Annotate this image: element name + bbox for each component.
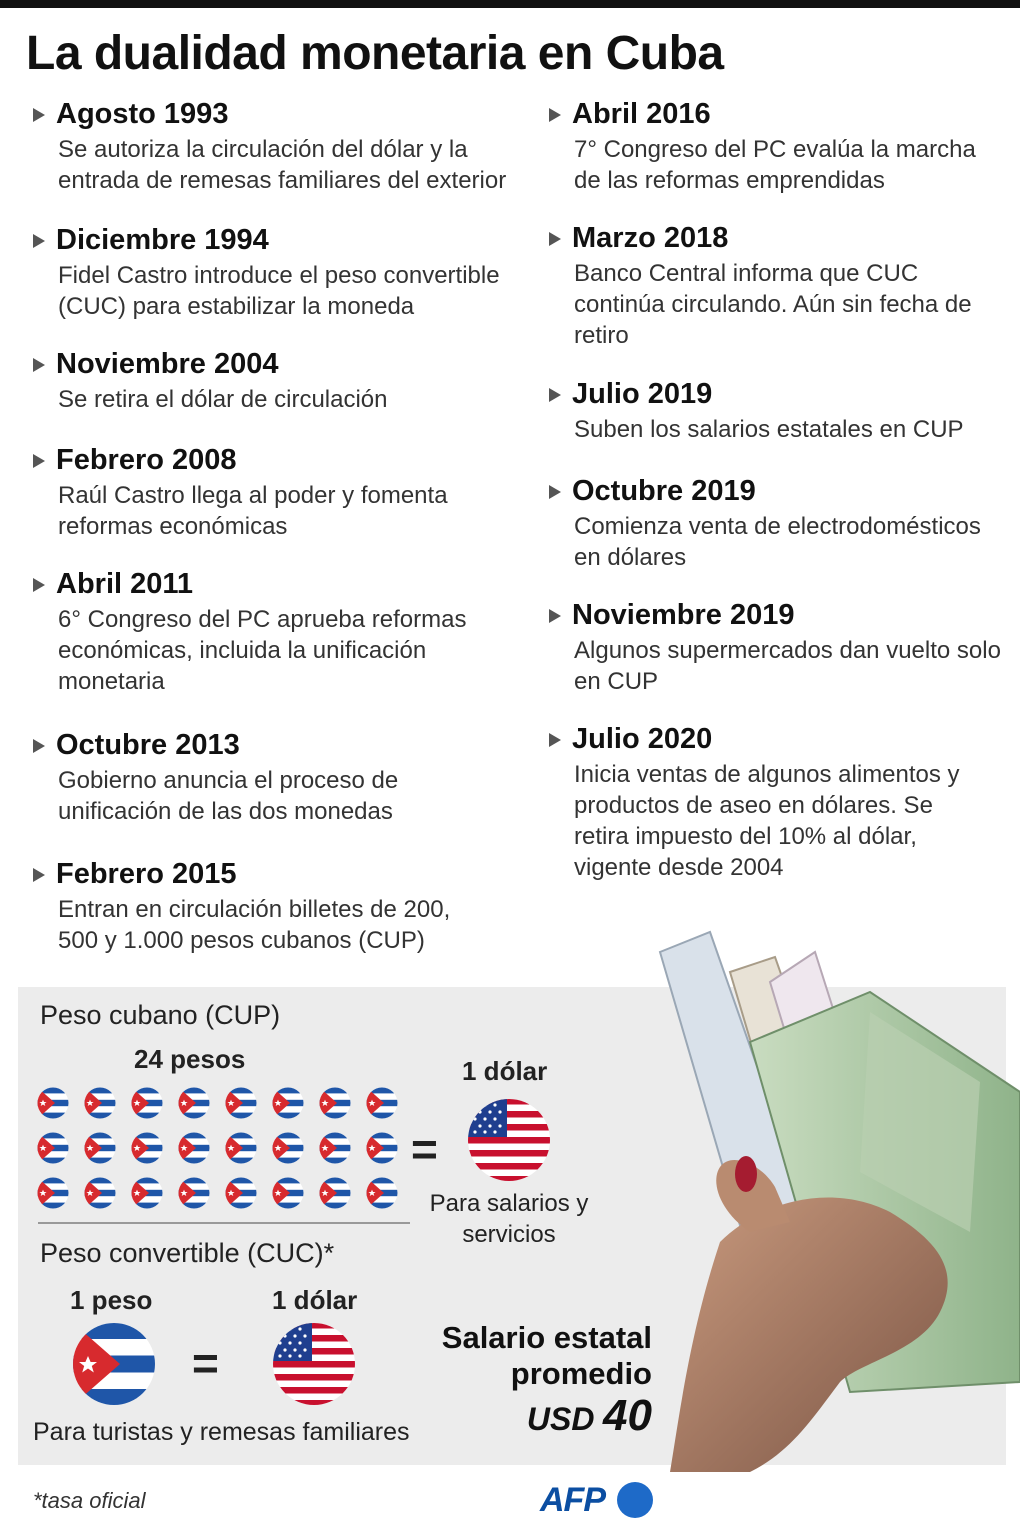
event-desc: Algunos supermercados dan vuelto solo en CUP [574,637,1001,695]
cuc-dollar-label: 1 dólar [272,1285,358,1315]
cuba-flag-coin-icon [178,1177,210,1209]
salary-label-line2: promedio [510,1356,652,1391]
event-desc: 6° Congreso del PC aprueba reformas económicas, incluida la unificación monetaria [58,606,467,695]
cuba-flag-coin-icon [131,1132,163,1164]
salary-label-line1: Salario estatal [441,1320,652,1355]
cuba-flag-coin-icon [225,1087,257,1119]
event-date: Noviembre 2004 [30,346,510,382]
event-date: Febrero 2015 [30,856,490,892]
event-desc: Se autoriza la circulación del dólar y la entrada de remesas familiares del exterior [58,136,507,194]
footnote: *tasa oficial [33,1488,146,1513]
event-date: Febrero 2008 [30,442,510,478]
timeline-event [30,566,510,697]
cuba-flag-coin-icon [178,1087,210,1119]
section-divider [38,1222,410,1224]
event-date: Abril 2011 [30,566,510,602]
cuba-flag-coin-icon [319,1132,351,1164]
cuba-flag-coin-icon [37,1177,69,1209]
event-date: Julio 2019 [546,376,1006,412]
cuba-flag-coin-icon [131,1177,163,1209]
afp-logo-text: AFP [540,1481,605,1519]
event-date: Diciembre 1994 [30,222,510,258]
timeline-event [30,96,510,196]
event-date: Agosto 1993 [30,96,510,132]
cuba-flag-coin-icon [37,1132,69,1164]
salary-currency: USD [526,1401,595,1437]
salary-box [430,1320,652,1438]
event-date: Octubre 2019 [546,473,1006,509]
page-title: La dualidad monetaria en Cuba [26,27,724,80]
cuba-flag-coin-icon [319,1177,351,1209]
event-date: Julio 2020 [546,721,986,757]
usa-flag-icon [272,1322,356,1406]
cuba-flag-coin-icon [84,1177,116,1209]
salary-amount [430,1391,652,1440]
timeline-event [30,222,510,322]
event-desc: Inicia ventas de algunos alimentos y productos de aseo en dólares. Se retira impuesto del 10% al dólar, vigente desde 2004 [574,761,960,881]
cuba-flag-coin-icon [366,1132,398,1164]
cuba-flag-coin-icon [366,1087,398,1119]
event-desc: Comienza venta de electrodomésticos en dólares [574,513,981,571]
cuba-flag-coin-icon [272,1132,304,1164]
timeline-event [546,473,1006,573]
event-desc: Banco Central informa que CUC continúa circulando. Aún sin fecha de retiro [574,260,972,349]
timeline-event [30,727,510,827]
cuba-flag-coin-icon [131,1087,163,1119]
cuba-flag-coin-icon [225,1132,257,1164]
cuc-equals-sign: = [192,1337,219,1389]
cuba-flag-coin-icon [225,1177,257,1209]
cuba-flag-coin-icon [37,1087,69,1119]
salary-value: 40 [603,1391,652,1440]
event-desc: Entran en circulación billetes de 200, 500 y 1.000 pesos cubanos (CUP) [58,896,451,954]
cuba-flag-icon [72,1322,156,1406]
timeline-event [546,721,986,883]
cuba-flag-coin-icon [272,1087,304,1119]
timeline-event [546,220,1006,351]
timeline-event [546,96,1006,196]
event-date: Marzo 2018 [546,220,1006,256]
cuc-use-text: Para turistas y remesas familiares [33,1418,410,1446]
event-desc: Raúl Castro llega al poder y fomenta reformas económicas [58,482,448,540]
cuba-flag-coin-icon [319,1087,351,1119]
timeline-event [546,597,1006,697]
timeline-event [30,442,510,542]
afp-logo-dot-icon [617,1482,653,1518]
cuc-peso-label: 1 peso [70,1285,153,1315]
timeline-event [30,856,490,956]
timeline-event [30,346,510,415]
cuba-flag-coin-icon [84,1087,116,1119]
cup-pesos-label: 24 pesos [134,1044,246,1074]
cup-dollar-label: 1 dólar [462,1056,548,1086]
event-date: Noviembre 2019 [546,597,1006,633]
cuba-flag-coin-icon [366,1177,398,1209]
event-desc: 7° Congreso del PC evalúa la marcha de las reformas emprendidas [574,136,976,194]
afp-logo [540,1478,660,1522]
event-desc: Gobierno anuncia el proceso de unificación de las dos monedas [58,767,399,825]
cup-heading: Peso cubano (CUP) [40,1000,281,1030]
cup-use-text: Para salarios y servicios [429,1190,589,1248]
cup-equals-sign: = [411,1123,438,1175]
cuba-flag-coin-icon [272,1177,304,1209]
hand-with-banknotes-image [600,912,1020,1472]
cuba-flag-coin-icon [178,1132,210,1164]
timeline-event [546,376,1006,445]
event-desc: Fidel Castro introduce el peso convertible (CUC) para estabilizar la moneda [58,262,500,320]
event-date: Abril 2016 [546,96,1006,132]
cuc-heading: Peso convertible (CUC)* [40,1238,335,1268]
event-desc: Se retira el dólar de circulación [58,386,388,413]
cuba-flag-coin-icon [84,1132,116,1164]
usa-flag-icon [467,1098,551,1182]
event-date: Octubre 2013 [30,727,510,763]
event-desc: Suben los salarios estatales en CUP [574,416,964,443]
top-rule [0,0,1020,8]
